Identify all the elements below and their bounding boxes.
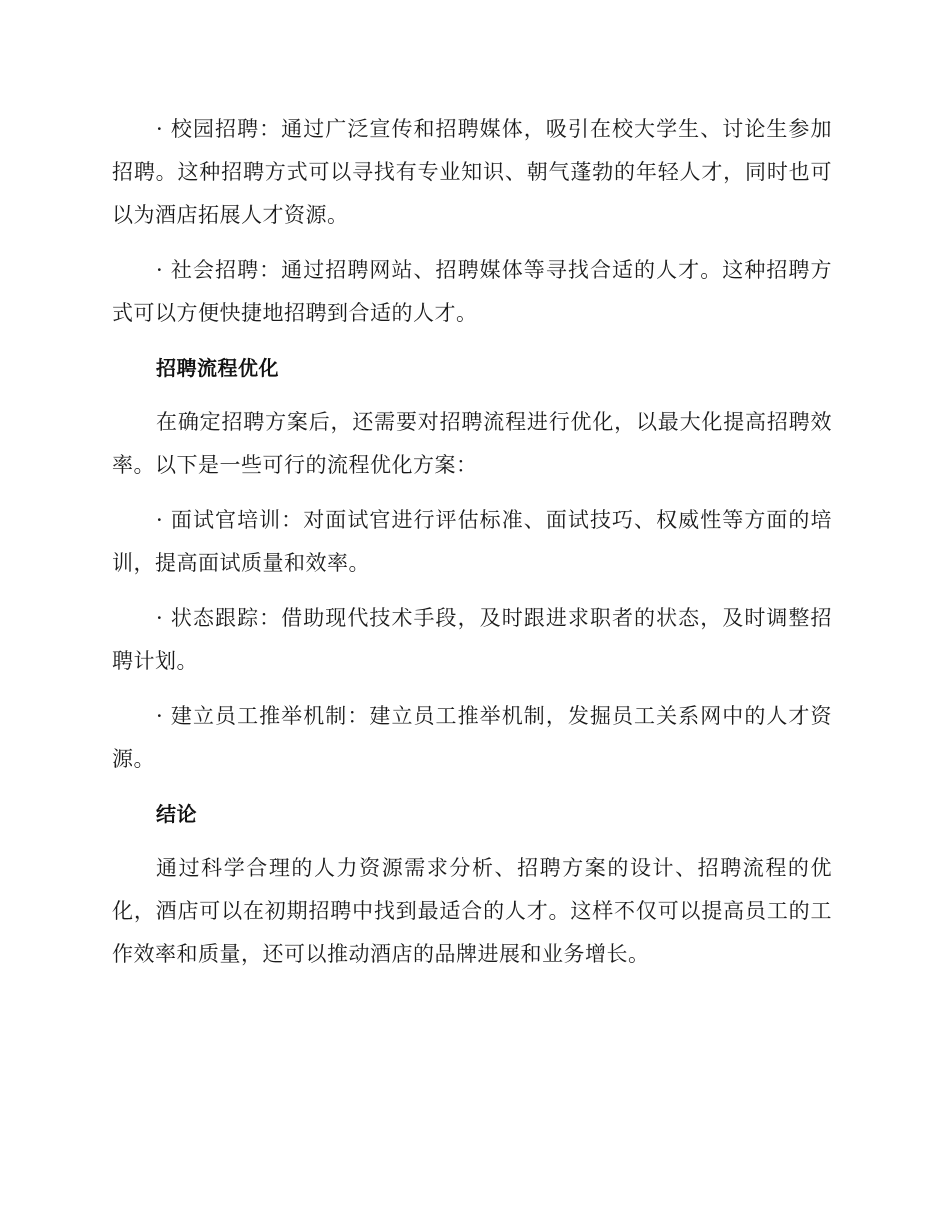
bullet-employee-referral: · 建立员工推举机制：建立员工推举机制，发掘员工关系网中的人才资源。 xyxy=(112,704,832,771)
bullet-interviewer-training: · 面试官培训：对面试官进行评估标准、面试技巧、权威性等方面的培训，提高面试质量和效率。 xyxy=(112,508,832,575)
bullet-status-tracking: · 状态跟踪：借助现代技术手段，及时跟进求职者的状态，及时调整招聘计划。 xyxy=(112,606,832,673)
paragraph-process-intro: 在确定招聘方案后，还需要对招聘流程进行优化，以最大化提高招聘效率。以下是一些可行的流程优化方案： xyxy=(112,410,832,477)
section-heading-conclusion: 结论 xyxy=(156,802,197,826)
bullet-campus-recruitment: · 校园招聘：通过广泛宣传和招聘媒体，吸引在校大学生、讨论生参加招聘。这种招聘方式可以寻找有专业知识、朝气蓬勃的年轻人才，同时也可以为酒店拓展人才资源。 xyxy=(112,117,832,227)
document-body xyxy=(112,108,832,988)
bullet-social-recruitment: · 社会招聘：通过招聘网站、招聘媒体等寻找合适的人才。这种招聘方式可以方便快捷地招聘到合适的人才。 xyxy=(112,258,832,325)
paragraph-conclusion: 通过科学合理的人力资源需求分析、招聘方案的设计、招聘流程的优化，酒店可以在初期招聘中找到最适合的人才。这样不仅可以提高员工的工作效率和质量，还可以推动酒店的品牌进展和业务增长。 xyxy=(112,856,832,966)
section-heading-process-optimization: 招聘流程优化 xyxy=(156,356,279,380)
